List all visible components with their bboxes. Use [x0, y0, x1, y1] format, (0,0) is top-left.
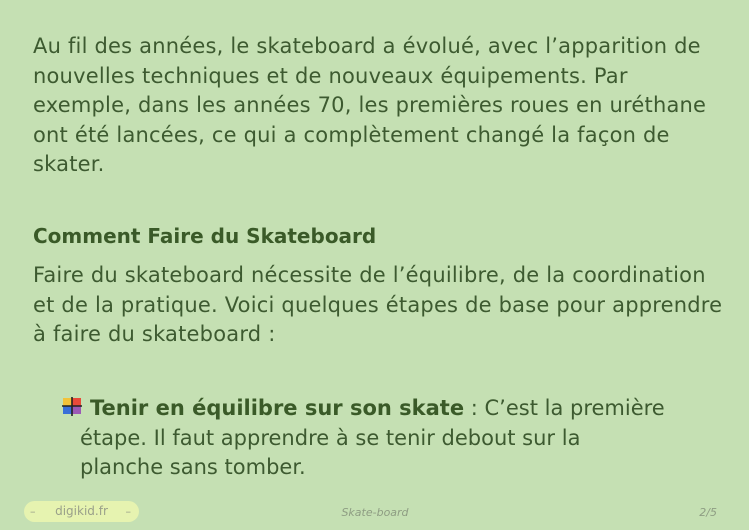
- colorful-pinwheel-icon: [62, 396, 84, 416]
- list-item-title: Tenir en équilibre sur son skate: [90, 396, 465, 420]
- page-number: 2/5: [699, 506, 717, 519]
- intro-paragraph: Au fil des années, le skateboard a évolué, avec l’apparition de nouvelles techniques et de nouveaux équipements. Par exemple, dans les années 70, les premières roues en uréthane ont été lancées, ce qui a complètement changé la façon de skater.: [33, 34, 707, 176]
- section-heading: Comment Faire du Skateboard: [33, 224, 377, 248]
- site-name: digikid.fr: [55, 504, 108, 518]
- footer-title: Skate-board: [341, 506, 409, 519]
- list-item-text-line2: étape. Il faut apprendre à se tenir debout sur la: [80, 425, 581, 450]
- site-link[interactable]: [24, 501, 139, 522]
- pill-dash-left: –: [30, 505, 36, 518]
- list-item-text: : C’est la première: [464, 396, 665, 420]
- section-paragraph: Faire du skateboard nécessite de l’équilibre, de la coordination et de la pratique. Voici quelques étapes de base pour apprendre à faire du skateboard :: [33, 263, 723, 346]
- list-item: [62, 394, 692, 483]
- list-item-text-line3: planche sans tomber.: [80, 455, 306, 479]
- pill-dash-right: –: [125, 505, 131, 518]
